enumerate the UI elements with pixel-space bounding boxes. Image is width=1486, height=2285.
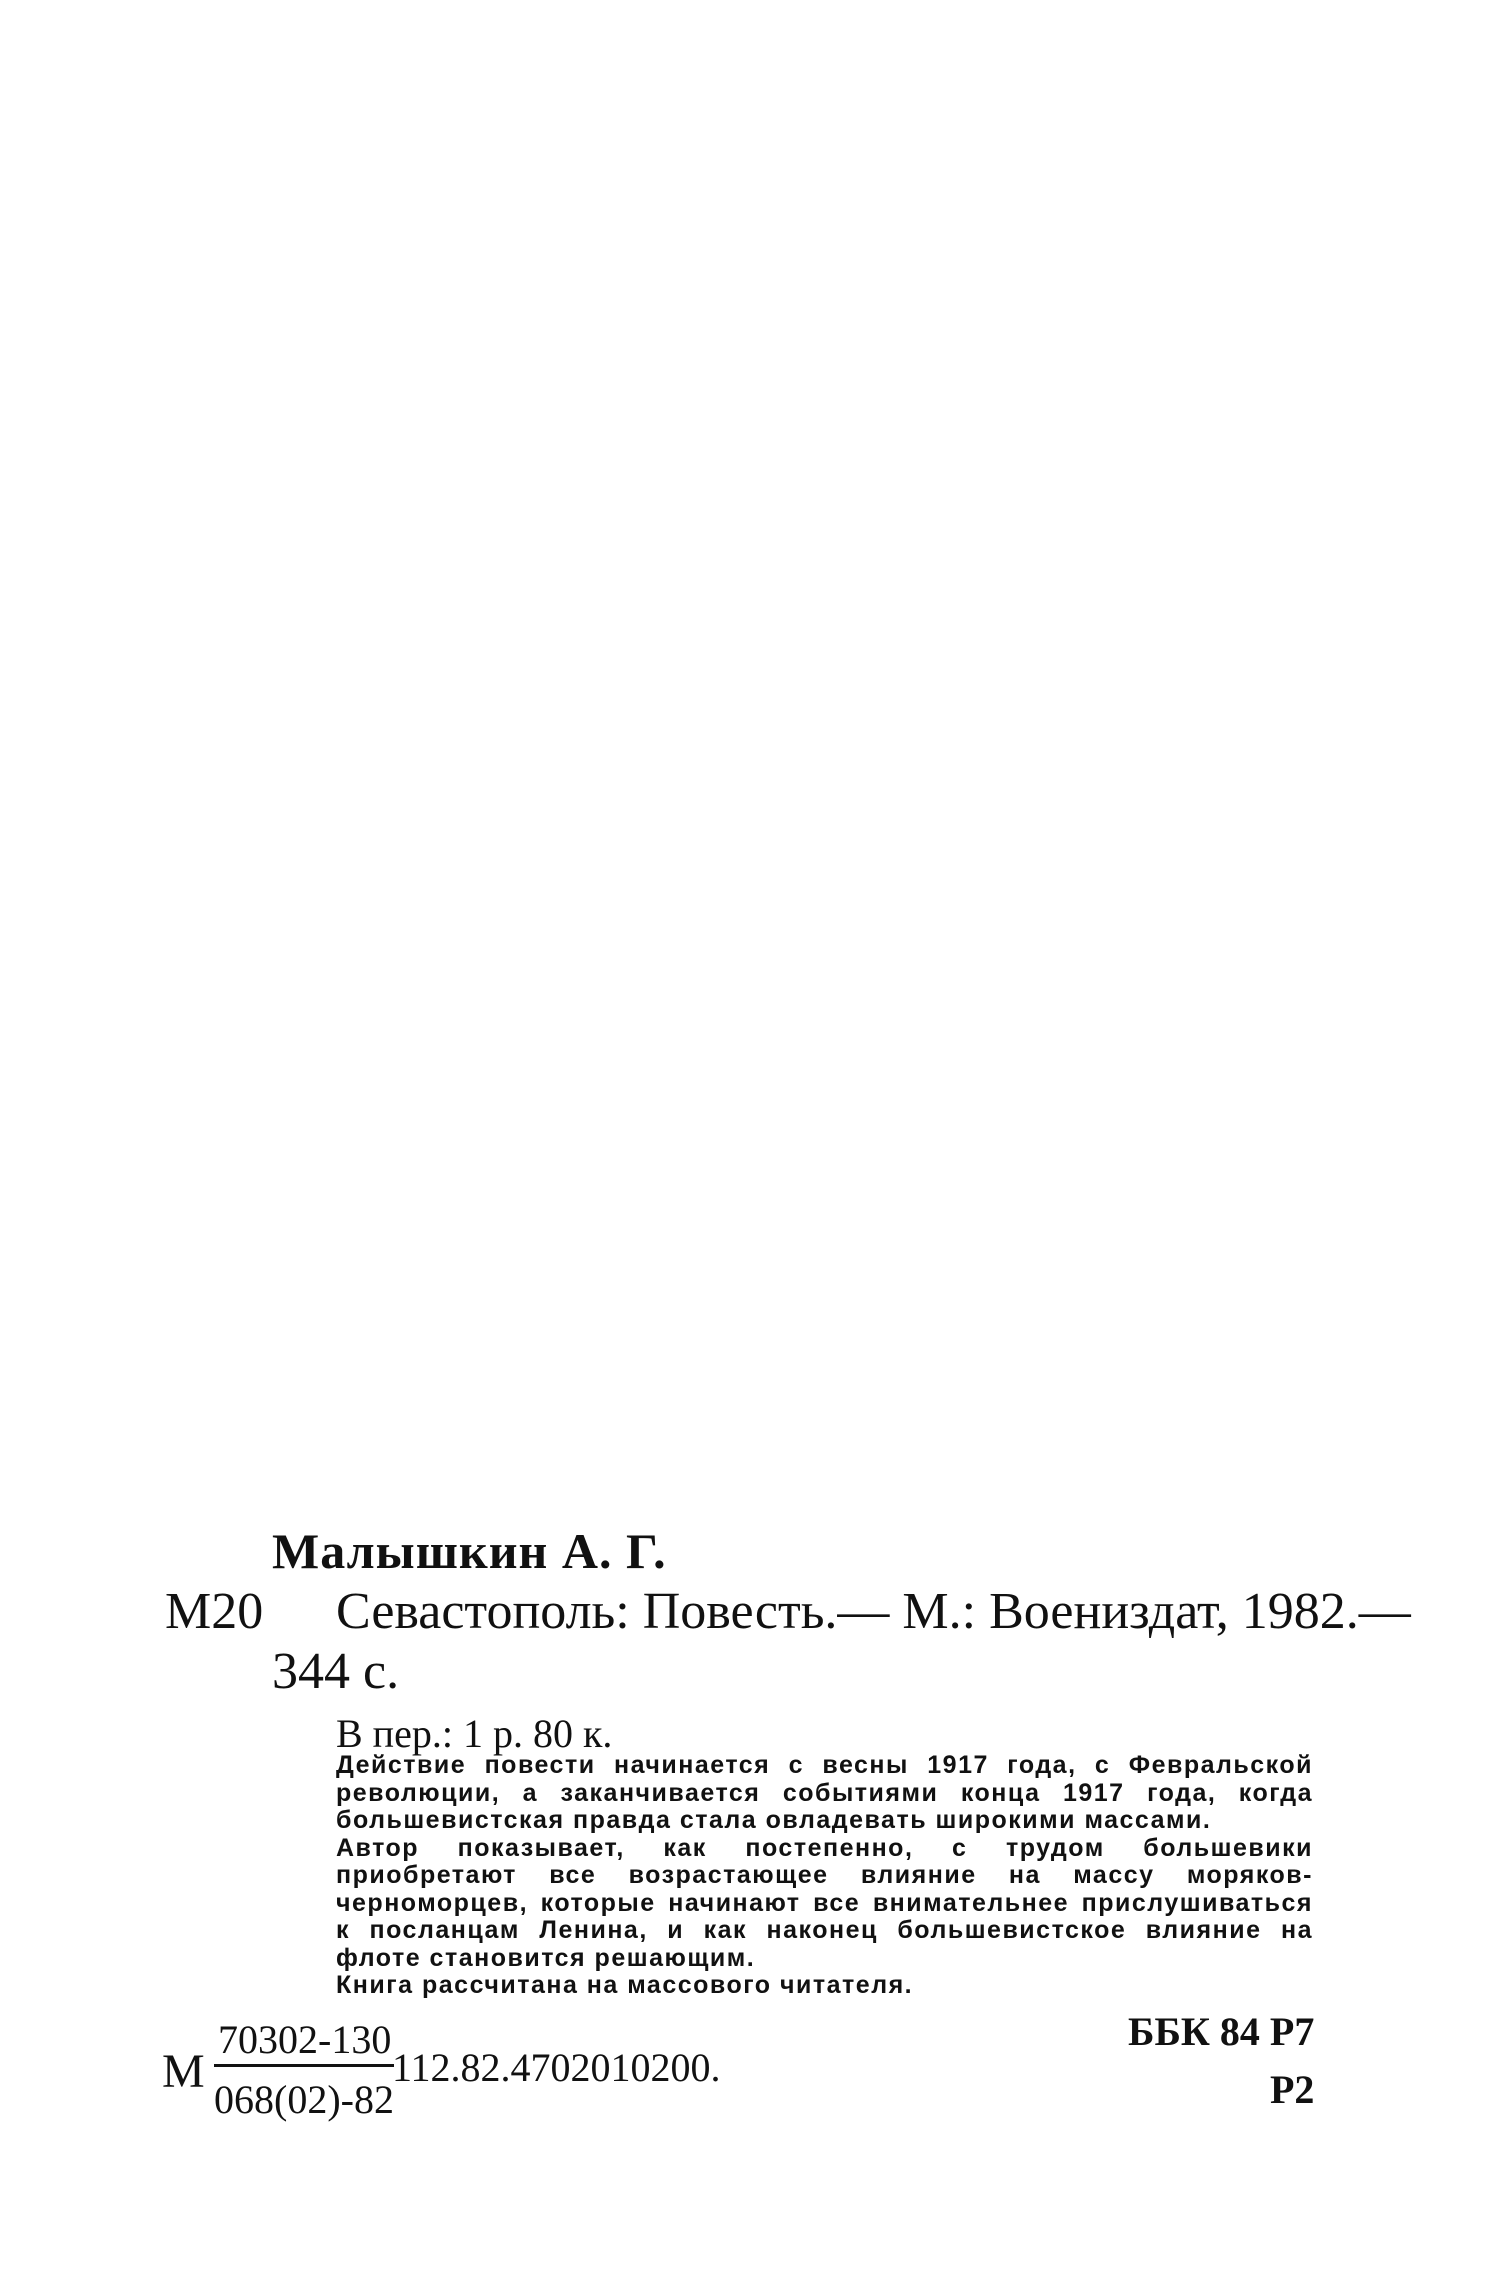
bbk-code: ББК 84 Р7 bbox=[1128, 2009, 1315, 2054]
bbk-subcode: Р2 bbox=[1270, 2067, 1315, 2112]
index-code: 112.82.4702010200. bbox=[392, 2045, 721, 2090]
author-name: Малышкин А. Г. bbox=[272, 1523, 667, 1579]
annotation bbox=[336, 1752, 1313, 2000]
index-letter: М bbox=[162, 2045, 205, 2098]
fraction-line bbox=[214, 2064, 394, 2067]
classification-code: М20 bbox=[165, 1583, 264, 1640]
title-publication-line: Севастополь: Повесть.— М.: Воениздат, 1982.— bbox=[336, 1583, 1411, 1640]
price: В пер.: 1 р. 80 к. bbox=[336, 1711, 613, 1756]
annotation-paragraph: Книга рассчитана на массового читателя. bbox=[336, 1971, 914, 1999]
index-numerator: 70302-130 bbox=[218, 2017, 392, 2062]
annotation-paragraph: Автор показывает, как постепенно, с трудом большевики приобретают все возрастающее влияние на массу моряков-черноморцев, которые начинают все внимательнее прислушиваться к посланцам Ленина, и как наконец большевистское влияние на флоте становится решающим. bbox=[336, 1833, 1313, 1972]
index-denominator: 068(02)-82 bbox=[214, 2077, 394, 2122]
page-count: 344 с. bbox=[272, 1643, 400, 1700]
annotation-paragraph: Действие повести начинается с весны 1917 года, с Февральской революции, а заканчивается событиями конца 1917 года, когда большевистская правда стала овладевать широкими массами. bbox=[336, 1751, 1313, 1834]
